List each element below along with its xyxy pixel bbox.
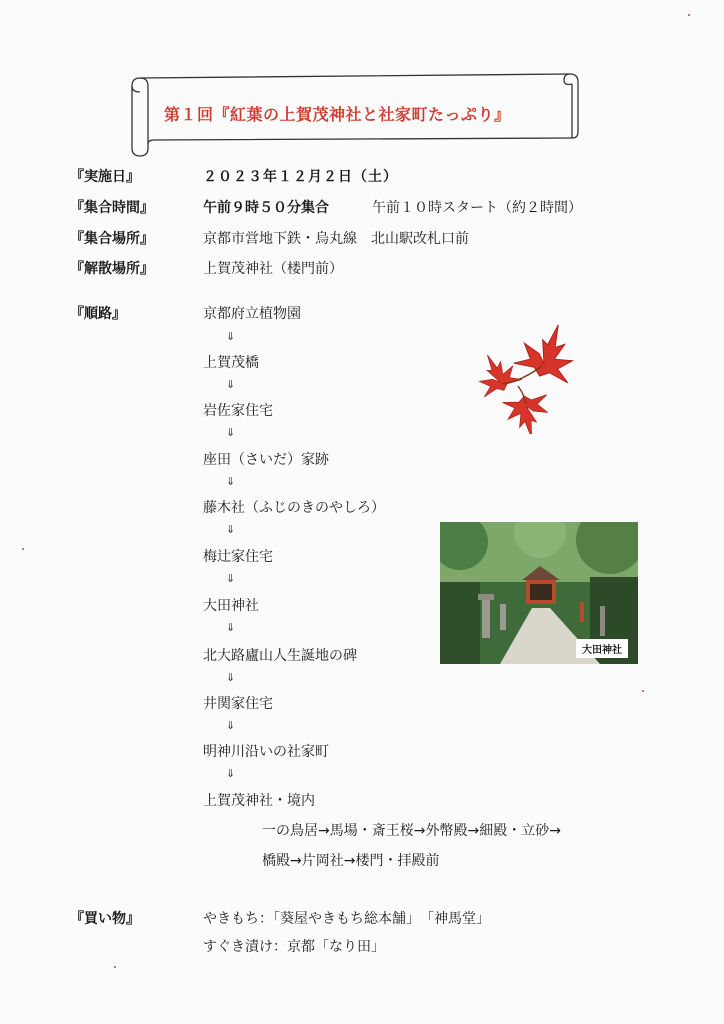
info-row-dismissal-place: [0, 258, 724, 282]
photo-caption: 大田神社: [576, 639, 628, 658]
meeting-place-label: 『集合場所』: [70, 231, 154, 247]
route-stop: 上賀茂橋: [203, 355, 259, 371]
start-time-value: 午前１０時スタート（約２時間）: [372, 200, 582, 216]
route-arrow: ⇓: [226, 572, 236, 585]
dismissal-place-value: 上賀茂神社（楼門前）: [203, 261, 343, 277]
shopping-row-1: [0, 908, 724, 932]
dismissal-place-label: 『解散場所』: [70, 261, 154, 277]
route-arrow: ⇓: [226, 671, 236, 684]
page-title: 第１回『紅葉の上賀茂神社と社家町たっぷり』: [164, 105, 511, 124]
route-arrow: ⇓: [226, 621, 236, 634]
scan-speck: [688, 14, 690, 16]
route-arrow: ⇓: [226, 475, 236, 488]
route-section: [0, 303, 724, 327]
date-label: 『実施日』: [70, 169, 140, 185]
route-arrow: ⇓: [226, 426, 236, 439]
shopping-yakimochi: やきもち：「葵屋やきもち総本舗」 「神馬堂」: [203, 911, 490, 927]
route-label: 『順路』: [70, 306, 126, 322]
info-row-meeting-place: [0, 228, 724, 252]
meeting-time-label: 『集合時間』: [70, 200, 154, 216]
info-row-meeting-time: [0, 197, 724, 221]
route-arrow: ⇓: [226, 378, 236, 391]
scan-speck: [22, 548, 24, 550]
shopping-label: 『買い物』: [70, 911, 140, 927]
route-stop: 京都府立植物園: [203, 306, 301, 322]
route-stop: 井関家住宅: [203, 696, 273, 712]
route-arrow: ⇓: [226, 523, 236, 536]
route-arrow: ⇓: [226, 330, 236, 343]
shopping-sugukizuke: すぐき漬け：京都「なり田」: [203, 939, 385, 955]
scan-speck: [114, 966, 116, 968]
route-arrow: ⇓: [226, 719, 236, 732]
scan-speck: [642, 690, 644, 692]
route-substop-line: 橋殿→片岡社→楼門・拝殿前: [262, 853, 440, 869]
meeting-place-value: 京都市営地下鉄・烏丸線 北山駅改札口前: [203, 231, 469, 247]
momiji-leaves-icon: [472, 324, 592, 434]
route-stop: 座田（さいだ）家跡: [203, 452, 329, 468]
route-stop: 大田神社: [203, 598, 259, 614]
info-row-date: [0, 166, 724, 190]
route-stop: 明神川沿いの社家町: [203, 744, 329, 760]
route-stop: 北大路廬山人生誕地の碑: [203, 648, 357, 664]
meeting-time-value: 午前９時５０分集合: [203, 200, 329, 216]
title-banner: [126, 66, 586, 162]
route-stop: 岩佐家住宅: [203, 403, 273, 419]
route-stop: 藤木社（ふじのきのやしろ）: [203, 500, 385, 516]
shopping-row-2: [0, 936, 724, 960]
route-substop-line: 一の鳥居→馬場・斎王桜→外幣殿→細殿・立砂→: [262, 823, 561, 839]
route-stop: 上賀茂神社・境内: [203, 793, 315, 809]
shrine-photo: [440, 522, 638, 664]
date-value: ２０２３年１２月２日（土）: [203, 169, 398, 185]
route-stop: 梅辻家住宅: [203, 549, 273, 565]
route-arrow: ⇓: [226, 767, 236, 780]
